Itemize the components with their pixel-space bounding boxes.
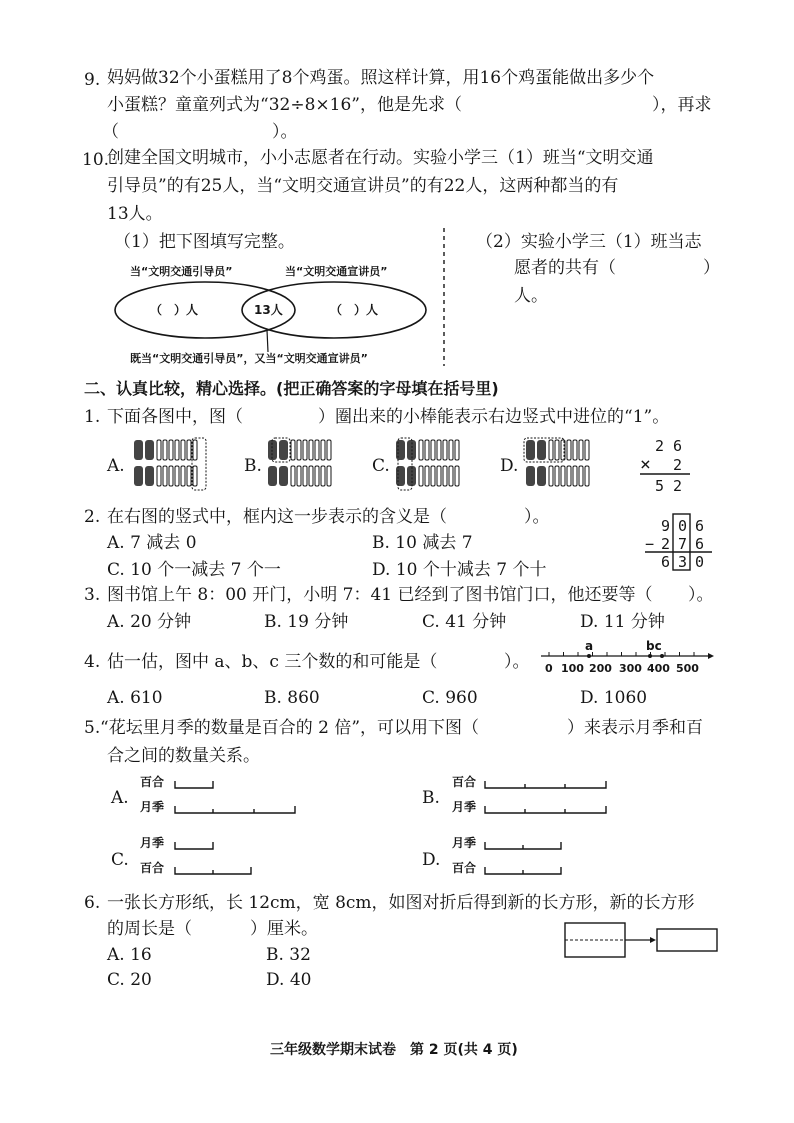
venn-center-text: 13人: [254, 303, 283, 317]
section2-title: 二、认真比较，精心选择。(把正确答案的字母填在括号里): [84, 379, 499, 398]
mc1-vertical-op: ×: [640, 454, 651, 475]
stick: [579, 440, 583, 460]
numberline-label-bc: bc: [646, 639, 662, 653]
stick: [585, 440, 589, 460]
mc2-row2-d3: 6: [695, 535, 705, 553]
mc2-text-end: ）。: [524, 507, 550, 527]
stick-bundle: [279, 440, 288, 460]
selection-loop: [272, 438, 290, 462]
page-footer: 三年级数学期末试卷 第 2 页(共 4 页): [270, 1042, 518, 1058]
stick-bundle: [537, 440, 546, 460]
mc1-number: 1.: [84, 407, 101, 427]
stick: [175, 440, 179, 460]
stick: [585, 466, 589, 486]
stick: [303, 466, 307, 486]
selection-loop: [398, 438, 412, 490]
mc1-option-c[interactable]: C.: [372, 456, 390, 476]
q10-sub2-answer-blank[interactable]: [640, 258, 700, 278]
mc2-option-d[interactable]: D. 10 个十减去 7 个十: [372, 560, 547, 580]
stick: [169, 466, 173, 486]
mc1-answer-blank[interactable]: [250, 407, 320, 427]
stick: [425, 466, 429, 486]
mc1-option-d[interactable]: D.: [500, 456, 519, 476]
stick-bundle: [526, 440, 535, 460]
stick: [437, 440, 441, 460]
venn-bottom-label: 既当“文明交通引导员”，又当“文明交通宣讲员”: [130, 352, 368, 365]
stick-bundle: [268, 440, 277, 460]
stick: [419, 440, 423, 460]
stick: [175, 466, 179, 486]
q9-line2-end: ），再求: [652, 95, 712, 115]
stick: [555, 466, 559, 486]
q10-number: 10.: [82, 150, 110, 170]
mc3-number: 3.: [84, 585, 101, 605]
q9-line3-end: ）。: [272, 122, 298, 142]
mc2-option-a[interactable]: A. 7 减去 0: [107, 533, 197, 553]
mc3-option-d[interactable]: D. 11 分钟: [580, 612, 665, 632]
mc5-d-lily-label: 百合: [452, 861, 477, 875]
selection-loop: [524, 438, 564, 462]
q9-line1: 妈妈做32个小蛋糕用了8个鸡蛋。照这样计算，用16个鸡蛋能做出多少个: [107, 68, 655, 88]
stick: [181, 440, 185, 460]
stick: [181, 466, 185, 486]
mc4-option-d[interactable]: D. 1060: [580, 688, 648, 708]
stick-bundle: [537, 466, 546, 486]
stick: [303, 440, 307, 460]
stick-bundle: [407, 440, 416, 460]
q10-sub1: （1）把下图填写完整。: [114, 232, 295, 252]
stick-bundle: [407, 466, 416, 486]
stick: [579, 466, 583, 486]
venn-label-left: 当“文明交通引导员”: [130, 265, 233, 278]
q10-line1: 创建全国文明城市，小小志愿者在行动。实验小学三（1）班当“文明交通: [107, 148, 654, 168]
mc1-text: 下面各图中，图（: [107, 407, 243, 427]
q9-answer-blank-2[interactable]: [120, 122, 270, 142]
numberline-tick-400: 400: [647, 662, 670, 675]
stick: [315, 440, 319, 460]
venn-left-text[interactable]: （ ）人: [150, 303, 199, 317]
mc1-option-b[interactable]: B.: [244, 456, 262, 476]
q10-sub2-line3: 人。: [514, 286, 548, 306]
stick-bundle: [134, 440, 143, 460]
stick-bundle: [526, 466, 535, 486]
mc6-option-d[interactable]: D. 40: [266, 970, 312, 990]
stick: [561, 440, 565, 460]
numberline-tick-300: 300: [619, 662, 642, 675]
stick: [573, 466, 577, 486]
stick: [157, 440, 161, 460]
stick-bundle: [268, 466, 277, 486]
stick: [419, 466, 423, 486]
mc4-option-b[interactable]: B. 860: [264, 688, 320, 708]
mc2-op: −: [645, 535, 655, 553]
mc6-line1: 一张长方形纸，长 12cm，宽 8cm，如图对折后得到新的长方形，新的长方形: [107, 893, 695, 913]
stick: [549, 466, 553, 486]
stick: [449, 440, 453, 460]
stick-bundle: [279, 466, 288, 486]
q10-sub2-line2-end: ）: [703, 258, 720, 278]
mc1-vertical-result: 5 2: [655, 477, 683, 495]
mc5-a-rose-label: 月季: [140, 800, 165, 814]
mc4-text-end: ）。: [504, 652, 530, 672]
venn-label-right: 当“文明交通宣讲员”: [285, 265, 388, 278]
mc6-line2: 的周长是（: [107, 919, 192, 939]
mc6-answer-blank[interactable]: [190, 919, 240, 939]
mc2-row1-d1: 9: [661, 517, 671, 535]
q9-line2: 小蛋糕？童童列式为“32÷8×16”，他是先求（: [107, 95, 462, 115]
numberline-tick-200: 200: [589, 662, 612, 675]
mc4-answer-blank[interactable]: [450, 652, 500, 672]
mc2-row2-d1: 2: [661, 535, 671, 553]
stick: [561, 466, 565, 486]
mc2-option-c[interactable]: C. 10 个一减去 7 个一: [107, 560, 281, 580]
stick: [567, 440, 571, 460]
mc1-text-end: ）圈出来的小棒能表示右边竖式中进位的“1”。: [318, 407, 670, 427]
stick: [163, 466, 167, 486]
mc5-line1-end: ）来表示月季和百: [567, 718, 703, 738]
mc6-option-c[interactable]: C. 20: [107, 970, 152, 990]
mc3-text-end: ）。: [688, 585, 714, 605]
mc5-a-lily-label: 百合: [140, 775, 165, 789]
stick: [555, 440, 559, 460]
stick: [297, 466, 301, 486]
mc3-answer-blank[interactable]: [650, 585, 690, 605]
mc3-option-a[interactable]: A. 20 分钟: [107, 612, 192, 632]
mc2-row3-d3: 0: [695, 553, 705, 571]
stick: [291, 440, 295, 460]
mc2-row3-d1: 6: [661, 553, 671, 571]
numberline-label-a: a: [585, 639, 594, 653]
numberline-tick-500: 500: [676, 662, 699, 675]
mc4-number: 4.: [84, 652, 101, 672]
mc5-number: 5.: [84, 718, 101, 738]
stick: [567, 466, 571, 486]
stick-bundle: [396, 440, 405, 460]
q10-line2: 引导员”的有25人，当“文明交通宣讲员”的有22人，这两种都当的有: [107, 176, 619, 196]
mc6-option-b[interactable]: B. 32: [266, 945, 311, 965]
stick: [431, 440, 435, 460]
mc5-c-rose-label: 月季: [140, 836, 165, 850]
mc5-b-lily-label: 百合: [452, 775, 477, 789]
stick: [187, 466, 191, 486]
stick: [187, 440, 191, 460]
stick: [443, 466, 447, 486]
stick: [321, 440, 325, 460]
q9-number: 9.: [84, 70, 101, 90]
stick: [455, 466, 459, 486]
mc5-c-lily-label: 百合: [140, 861, 165, 875]
mc2-row3-d2: 3: [678, 553, 688, 571]
stick: [315, 466, 319, 486]
stick: [193, 440, 197, 460]
stick: [431, 466, 435, 486]
stick: [193, 466, 197, 486]
mc5-line2: 合之间的数量关系。: [107, 746, 260, 766]
mc1-vertical-top: 2 6: [655, 437, 683, 455]
mc3-option-c[interactable]: C. 41 分钟: [422, 612, 507, 632]
mc5-option-a[interactable]: A.: [111, 788, 129, 808]
stick: [449, 466, 453, 486]
mc1-vertical-second: 2: [673, 456, 683, 474]
mc1-option-a[interactable]: A.: [107, 456, 125, 476]
selection-loop: [192, 438, 206, 490]
mc5-option-b[interactable]: B.: [422, 788, 440, 808]
mc5-line1: “花坛里月季的数量是百合的 2 倍”，可以用下图（: [100, 718, 480, 738]
stick: [309, 466, 313, 486]
venn-pointer-line: [267, 330, 268, 352]
q10-line3: 13人。: [107, 204, 163, 224]
stick: [425, 440, 429, 460]
stick-bundle: [134, 466, 143, 486]
stick: [549, 440, 553, 460]
stick: [443, 440, 447, 460]
mc2-text: 在右图的竖式中，框内这一步表示的含义是（: [107, 507, 447, 527]
stick-bundle: [145, 466, 154, 486]
mc6-line2-end: ）厘米。: [250, 919, 318, 939]
q9-answer-blank-1[interactable]: [470, 95, 650, 115]
q9-line3: （: [102, 122, 119, 142]
stick: [437, 466, 441, 486]
stick-bundle: [145, 440, 154, 460]
mc3-option-b[interactable]: B. 19 分钟: [264, 612, 349, 632]
stick-bundle: [396, 466, 405, 486]
mc4-option-c[interactable]: C. 960: [422, 688, 478, 708]
numberline-tick-100: 100: [561, 662, 584, 675]
stick: [157, 466, 161, 486]
stick: [321, 466, 325, 486]
mc4-option-a[interactable]: A. 610: [107, 688, 163, 708]
mc5-answer-blank[interactable]: [500, 718, 570, 738]
venn-right-text[interactable]: （ ）人: [330, 303, 379, 317]
stick: [163, 440, 167, 460]
mc2-row2-d2: 7: [678, 535, 688, 553]
stick: [327, 466, 331, 486]
stick: [169, 440, 173, 460]
numberline-tick-0: 0: [545, 662, 553, 675]
mc5-b-rose-label: 月季: [452, 800, 477, 814]
mc5-option-d[interactable]: D.: [422, 850, 441, 870]
mc6-option-a[interactable]: A. 16: [107, 945, 152, 965]
mc5-d-rose-label: 月季: [452, 836, 477, 850]
stick: [455, 440, 459, 460]
stick: [291, 466, 295, 486]
mc2-row1-d2: 0: [678, 517, 688, 535]
mc6-number: 6.: [84, 893, 101, 913]
stick: [573, 440, 577, 460]
stick: [327, 440, 331, 460]
mc4-text: 估一估，图中 a、b、c 三个数的和可能是（: [107, 652, 438, 672]
mc2-option-b[interactable]: B. 10 减去 7: [372, 533, 473, 553]
q10-sub2-line2: 愿者的共有（: [514, 258, 616, 278]
stick: [309, 440, 313, 460]
mc3-text: 图书馆上午 8：00 开门，小明 7：41 已经到了图书馆门口，他还要等（: [107, 585, 653, 605]
mc2-number: 2.: [84, 507, 101, 527]
mc2-row1-d3: 6: [695, 517, 705, 535]
mc2-answer-blank[interactable]: [466, 507, 526, 527]
q10-sub2-line1: （2）实验小学三（1）班当志: [476, 232, 702, 252]
stick: [297, 440, 301, 460]
mc5-option-c[interactable]: C.: [111, 850, 129, 870]
